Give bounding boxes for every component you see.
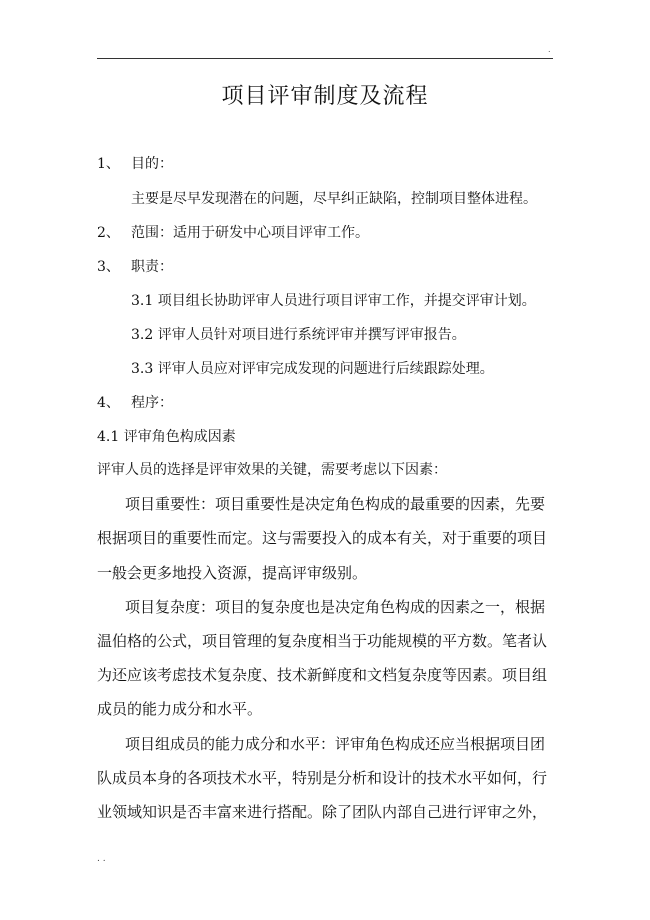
header-mark: . <box>548 45 551 54</box>
paragraph-line: 项目复杂度：项目的复杂度也是决定角色构成的因素之一，根据 <box>125 598 546 616</box>
paragraph-line: 为还应该考虑技术复杂度、技术新鲜度和文档复杂度等因素。项目组 <box>97 666 548 684</box>
paragraph-line: 项目组成员的能力成分和水平：评审角色构成还应当根据项目团 <box>125 735 546 753</box>
paragraph-line: 队成员本身的各项技术水平，特别是分析和设计的技术水平如何，行 <box>97 769 548 787</box>
intro-line: 评审人员的选择是评审效果的关键，需要考虑以下因素： <box>97 462 447 478</box>
section-4-heading <box>97 392 173 414</box>
subsection-4-1: 4.1 评审角色构成因素 <box>97 429 236 445</box>
section-number: 2、 <box>97 225 120 241</box>
section-number: 1、 <box>97 156 120 172</box>
section-number: 3、 <box>97 259 120 275</box>
paragraph-line: 温伯格的公式，项目管理的复杂度相当于功能规模的平方数。笔者认 <box>97 632 548 650</box>
page-title: 项目评审制度及流程 <box>221 84 429 109</box>
paragraph-line: 成员的能力成分和水平。 <box>97 700 263 718</box>
section-text: 范围：适用于研发中心项目评审工作。 <box>131 225 369 241</box>
purpose-text: 主要是尽早发现潜在的问题，尽早纠正缺陷，控制项目整体进程。 <box>131 191 537 207</box>
paragraph-line: 项目重要性：项目重要性是决定角色构成的最重要的因素，先要 <box>125 495 546 513</box>
paragraph-line: 一般会更多地投入资源，提高评审级别。 <box>97 564 368 582</box>
section-text: 职责： <box>131 259 173 275</box>
footer-mark: . . <box>97 854 106 864</box>
section-1-heading <box>97 153 173 175</box>
paragraph-line: 业领域知识是否丰富来进行搭配。除了团队内部自己进行评审之外， <box>97 803 548 821</box>
header-rule <box>97 58 553 59</box>
section-2-heading <box>97 222 369 244</box>
section-3-heading <box>97 256 173 278</box>
section-text: 目的： <box>131 156 173 172</box>
duty-3-2: 3.2 评审人员针对项目进行系统评审并撰写评审报告。 <box>131 327 466 343</box>
section-number: 4、 <box>97 395 120 411</box>
duty-3-1: 3.1 项目组长协助评审人员进行项目评审工作，并提交评审计划。 <box>131 293 536 309</box>
paragraph-line: 根据项目的重要性而定。这与需要投入的成本有关，对于重要的项目 <box>97 529 548 547</box>
section-text: 程序： <box>131 395 173 411</box>
duty-3-3: 3.3 评审人员应对评审完成发现的问题进行后续跟踪处理。 <box>131 361 494 377</box>
